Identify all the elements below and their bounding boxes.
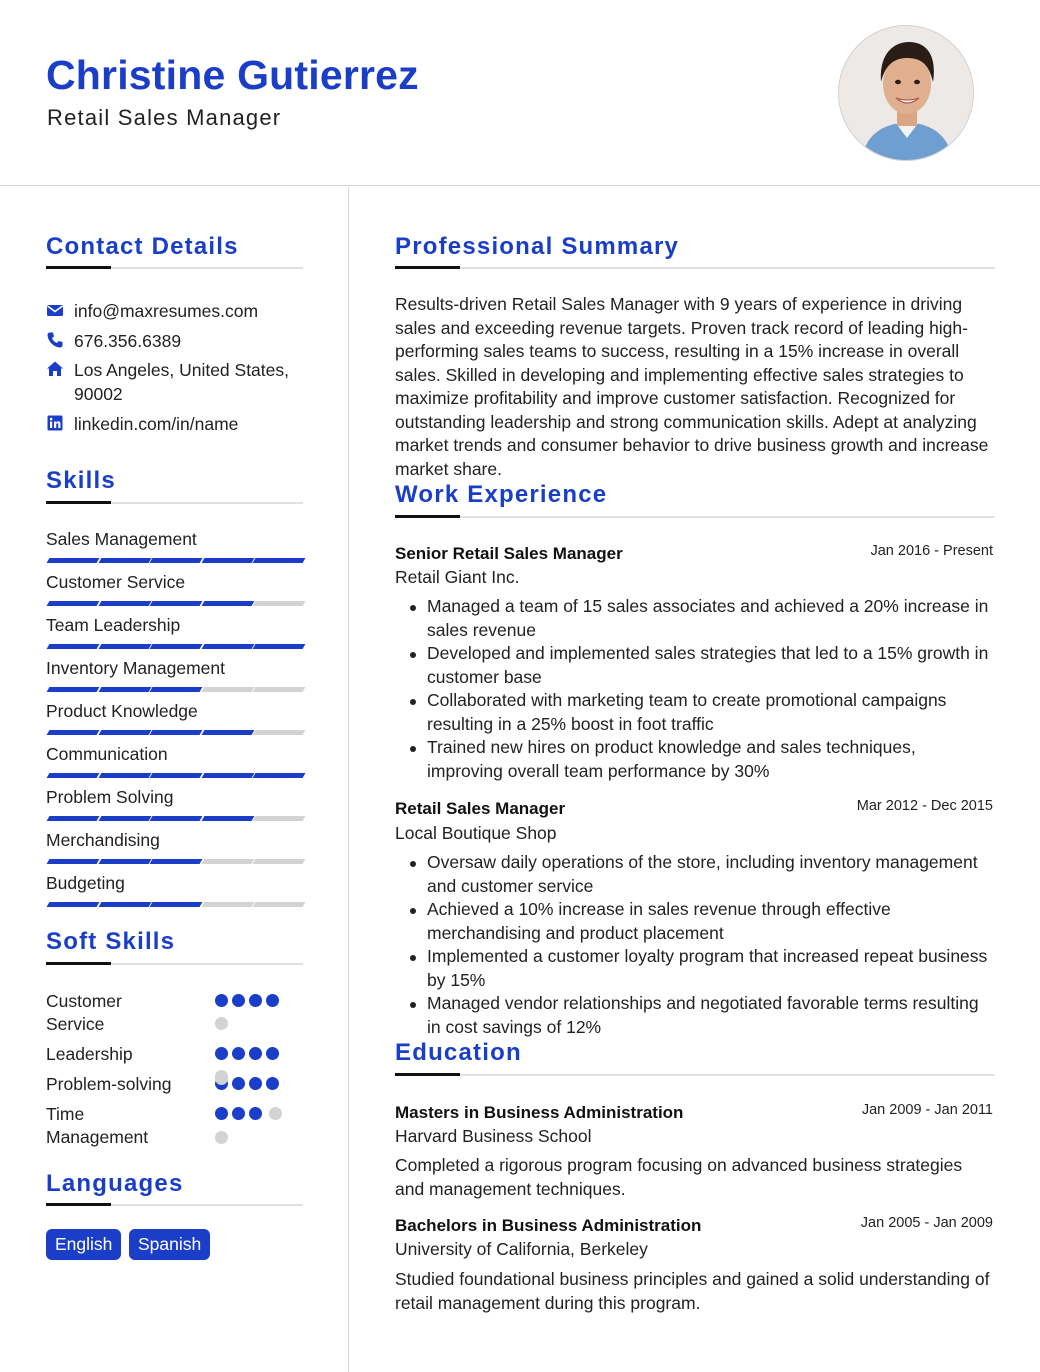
soft-skill-name: Leadership: [46, 1044, 133, 1064]
edu-school: Harvard Business School: [395, 1126, 592, 1146]
profile-photo: [838, 25, 974, 161]
skill-level-segment: [47, 644, 100, 649]
skill-level-segment: [98, 902, 151, 907]
edu-dates: Jan 2009 - Jan 2011: [861, 1102, 993, 1118]
edu-degree: Masters in Business Administration: [395, 1103, 684, 1122]
soft-skills-heading-rule: [46, 963, 303, 965]
skill-level-segment: [253, 644, 306, 649]
job-title: Senior Retail Sales Manager: [395, 544, 623, 563]
skill-name: Customer Service: [46, 572, 186, 592]
skill-level-segment: [150, 687, 203, 692]
contact-linkedin-text: linkedin.com/in/name: [74, 414, 239, 434]
soft-skill-dot: [215, 994, 228, 1007]
skill-level-segment: [253, 687, 306, 692]
soft-skill-dot: [215, 1047, 228, 1060]
job-bullet: Developed and implemented sales strategies that led to a 15% growth in customer base: [395, 642, 995, 689]
skill-level-segment: [253, 773, 306, 778]
skill-level-segment: [98, 601, 151, 606]
person-photo-icon: [839, 26, 974, 161]
job-bullets: [395, 595, 995, 783]
edu-description: Completed a rigorous program focusing on advanced business strategies and management techniques.: [395, 1155, 963, 1199]
skill-level-segment: [253, 902, 306, 907]
contact-email-text: info@maxresumes.com: [74, 301, 259, 321]
soft-skill-dot: [232, 1107, 245, 1120]
skill-level-segment: [98, 687, 151, 692]
skill-level-bar: [46, 558, 302, 563]
soft-skill-dot: [266, 1077, 279, 1090]
skill-level-segment: [98, 773, 151, 778]
skill-level-segment: [253, 601, 306, 606]
skill-level-segment: [201, 816, 254, 821]
skill-level-segment: [98, 859, 151, 864]
soft-skill-dot: [232, 1047, 245, 1060]
skill-name: Communication: [46, 744, 168, 764]
candidate-title: Retail Sales Manager: [47, 105, 282, 130]
soft-skill-dot: [232, 1077, 245, 1090]
soft-skill-dot: [215, 1017, 228, 1030]
soft-skill-dot: [249, 994, 262, 1007]
language-badge: Spanish: [129, 1229, 210, 1260]
skill-level-segment: [201, 859, 254, 864]
skill-level-bar: [46, 859, 302, 864]
soft-skill-name: Customer Service: [46, 991, 122, 1034]
skill-level-segment: [201, 773, 254, 778]
resume-header: [0, 0, 1040, 186]
skill-level-segment: [150, 730, 203, 735]
skill-level-segment: [201, 644, 254, 649]
soft-skill-dot: [232, 994, 245, 1007]
soft-skills-heading: Soft Skills: [46, 928, 176, 955]
soft-skill-dot: [249, 1047, 262, 1060]
language-badge: English: [46, 1229, 121, 1260]
skill-level-bar: [46, 902, 302, 907]
skill-level-segment: [201, 902, 254, 907]
edu-degree: Bachelors in Business Administration: [395, 1216, 702, 1235]
linkedin-icon: [46, 414, 64, 432]
skill-level-bar: [46, 687, 302, 692]
contact-location-text: Los Angeles, United States, 90002: [74, 360, 289, 404]
job-bullet: Achieved a 10% increase in sales revenue through effective merchandising and product placement: [395, 898, 995, 945]
soft-skill-dot: [266, 994, 279, 1007]
edu-school: University of California, Berkeley: [395, 1239, 648, 1259]
skill-level-segment: [47, 558, 100, 563]
skill-level-segment: [47, 601, 100, 606]
skill-level-bar: [46, 730, 302, 735]
skill-level-segment: [253, 816, 306, 821]
experience-heading-rule: [395, 516, 995, 518]
skill-level-bar: [46, 816, 302, 821]
soft-skill-dot: [215, 1107, 228, 1120]
column-divider: [348, 187, 349, 1372]
job-dates: Jan 2016 - Present: [870, 543, 993, 559]
languages-heading: Languages: [46, 1170, 184, 1197]
job-bullet: Managed a team of 15 sales associates and achieved a 20% increase in sales revenue: [395, 595, 995, 642]
languages-heading-rule: [46, 1204, 303, 1206]
skill-level-segment: [150, 902, 203, 907]
skill-level-segment: [150, 859, 203, 864]
skill-level-segment: [47, 859, 100, 864]
skill-level-segment: [98, 644, 151, 649]
skill-level-segment: [201, 558, 254, 563]
soft-skill-name: Problem-solving: [46, 1074, 172, 1094]
skill-level-segment: [150, 816, 203, 821]
skill-level-segment: [47, 773, 100, 778]
skill-level-segment: [253, 730, 306, 735]
soft-skill-dot: [215, 1072, 228, 1085]
phone-icon: [46, 331, 64, 349]
skill-name: Product Knowledge: [46, 701, 198, 721]
skill-name: Team Leadership: [46, 615, 181, 635]
soft-skill-dot: [215, 1131, 228, 1144]
skill-name: Inventory Management: [46, 658, 225, 678]
skill-name: Problem Solving: [46, 787, 174, 807]
education-heading: Education: [395, 1039, 522, 1066]
education-heading-rule: [395, 1074, 995, 1076]
edu-dates: Jan 2005 - Jan 2009: [860, 1215, 993, 1231]
skill-name: Sales Management: [46, 529, 197, 549]
job-bullet: Oversaw daily operations of the store, including inventory management and customer service: [395, 851, 995, 898]
summary-heading-rule: [395, 267, 995, 269]
skills-heading: Skills: [46, 467, 116, 494]
skill-name: Merchandising: [46, 830, 160, 850]
skill-level-bar: [46, 601, 302, 606]
soft-skill-dot: [249, 1107, 262, 1120]
skill-level-segment: [47, 730, 100, 735]
contact-phone-text: 676.356.6389: [74, 331, 182, 351]
soft-skill-dot: [249, 1077, 262, 1090]
job-dates: Mar 2012 - Dec 2015: [856, 798, 993, 814]
skill-level-segment: [98, 558, 151, 563]
job-company: Local Boutique Shop: [395, 823, 557, 843]
skill-name: Budgeting: [46, 873, 125, 893]
contact-heading: Contact Details: [46, 233, 239, 260]
summary-heading: Professional Summary: [395, 233, 680, 260]
job-bullet: Collaborated with marketing team to create promotional campaigns resulting in a 25% boost in foot traffic: [395, 689, 995, 736]
skill-level-bar: [46, 644, 302, 649]
skill-level-segment: [150, 601, 203, 606]
soft-skill-dot: [269, 1107, 282, 1120]
home-icon: [46, 360, 64, 378]
edu-description: Studied foundational business principles and gained a solid understanding of retail management during this program.: [395, 1269, 990, 1313]
summary-text: Results-driven Retail Sales Manager with 9 years of experience in driving sales and exceeding revenue targets. Proven track record of leading high-performing sales teams to success, resulting in a 15% increase in overall sales. Skilled in developing and implementing effective sales strategies to maximize profitability and improve customer satisfaction. Recognized for outstanding leadership and strong communication skills. Adept at analyzing market trends and consumer behavior to drive business growth and increase market share.: [395, 294, 989, 479]
skill-level-segment: [47, 816, 100, 821]
skill-level-segment: [201, 687, 254, 692]
contact-heading-rule: [46, 267, 303, 269]
job-company: Retail Giant Inc.: [395, 567, 520, 587]
skill-level-segment: [98, 730, 151, 735]
skill-level-bar: [46, 773, 302, 778]
job-bullet: Trained new hires on product knowledge and sales techniques, improving overall team performance by 30%: [395, 736, 995, 783]
skill-level-segment: [201, 730, 254, 735]
job-bullets: [395, 851, 995, 1039]
soft-skill-dot: [266, 1047, 279, 1060]
job-bullet: Managed vendor relationships and negotiated favorable terms resulting in cost savings of 12%: [395, 992, 995, 1039]
skill-level-segment: [150, 773, 203, 778]
candidate-name: Christine Gutierrez: [46, 52, 419, 98]
job-bullet: Implemented a customer loyalty program that increased repeat business by 15%: [395, 945, 995, 992]
skill-level-segment: [150, 644, 203, 649]
experience-heading: Work Experience: [395, 481, 608, 508]
skill-level-segment: [150, 558, 203, 563]
skill-level-segment: [253, 859, 306, 864]
skills-heading-rule: [46, 502, 303, 504]
soft-skill-name: Time Management: [46, 1104, 149, 1147]
skill-level-segment: [47, 902, 100, 907]
envelope-icon: [46, 301, 64, 319]
skill-level-segment: [47, 687, 100, 692]
job-title: Retail Sales Manager: [395, 799, 566, 818]
skill-level-segment: [98, 816, 151, 821]
skill-level-segment: [201, 601, 254, 606]
skill-level-segment: [253, 558, 306, 563]
